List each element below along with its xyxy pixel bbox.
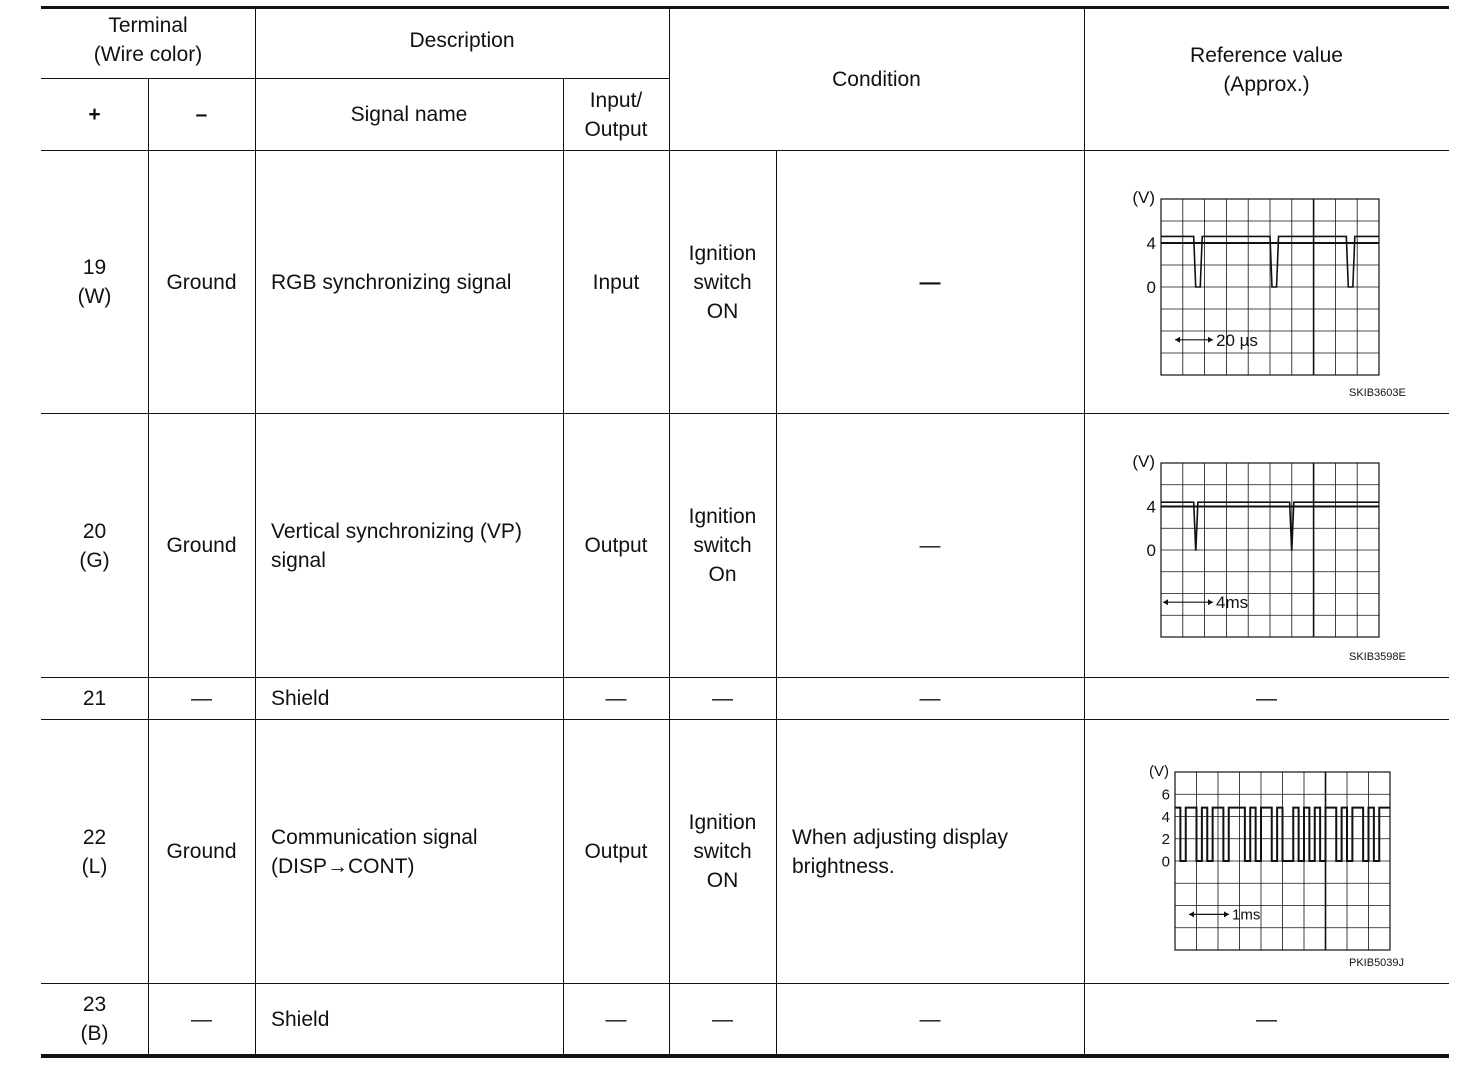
scope-y-tick-label: 2 bbox=[1161, 831, 1170, 848]
row-20-ignition: Ignition switch On bbox=[688, 505, 757, 586]
col-divider-reference bbox=[1084, 6, 1085, 1055]
oscilloscope-waveform bbox=[1121, 758, 1403, 958]
scope-y-tick-label: 4 bbox=[1146, 497, 1156, 517]
row-22-signal-name: Communication signal (DISP→CONT) bbox=[271, 825, 478, 878]
scope-figure-20 bbox=[1121, 450, 1391, 650]
row-23-condition: — bbox=[919, 1007, 941, 1031]
header-condition: Condition bbox=[832, 68, 921, 91]
timebase-label: 20 µs bbox=[1216, 330, 1258, 350]
row-22-terminal: 22 (L) bbox=[81, 825, 108, 878]
header-terminal: Terminal (Wire color) bbox=[93, 14, 203, 66]
scope-unit-label: (V) bbox=[1132, 452, 1155, 471]
terminal-reference-table bbox=[41, 6, 1449, 1058]
timebase-label: 1ms bbox=[1232, 906, 1261, 924]
row-22-ground: Ground bbox=[166, 840, 237, 863]
row-20-terminal: 20 (G) bbox=[79, 519, 110, 572]
timebase-arrowhead bbox=[1163, 599, 1168, 605]
row-19-signal-name: RGB synchronizing signal bbox=[271, 270, 512, 294]
scope-y-tick-label: 4 bbox=[1146, 233, 1156, 253]
header-reference: Reference value (Approx.) bbox=[1190, 43, 1343, 96]
header-signal-name: Signal name bbox=[350, 103, 468, 126]
row-21-ground: — bbox=[191, 687, 212, 710]
row-19-io: Input bbox=[592, 270, 640, 294]
row-23-io: — bbox=[605, 1007, 627, 1031]
row-21-io: — bbox=[605, 687, 627, 710]
header-minus: – bbox=[195, 103, 208, 126]
row-22-io: Output bbox=[584, 840, 648, 863]
row-21-ignition: — bbox=[712, 687, 733, 710]
scope-graticule bbox=[1161, 199, 1379, 375]
waveform-trace bbox=[1175, 808, 1390, 861]
timebase-arrowhead bbox=[1189, 911, 1194, 917]
row-23-terminal: 23 (B) bbox=[80, 993, 109, 1045]
scope-y-tick-label: 0 bbox=[1161, 853, 1170, 871]
row-20-ground: Ground bbox=[166, 534, 237, 557]
row-21-reference: — bbox=[1256, 687, 1277, 710]
row-20-io: Output bbox=[584, 534, 648, 557]
header-plus: + bbox=[88, 103, 101, 126]
row-19-ground: Ground bbox=[166, 270, 237, 294]
scope-figure-22 bbox=[1121, 758, 1403, 958]
row-22-condition: When adjusting display brightness. bbox=[792, 825, 1008, 878]
scope-unit-label: (V) bbox=[1149, 763, 1169, 780]
scope-figure-19 bbox=[1121, 186, 1391, 386]
row-22-ignition: Ignition switch ON bbox=[688, 811, 757, 892]
scope-y-tick-label: 6 bbox=[1161, 786, 1170, 804]
scope-y-tick-label: 4 bbox=[1161, 808, 1170, 826]
figure-code-19: SKIB3603E bbox=[1349, 387, 1406, 399]
timebase-arrowhead bbox=[1208, 337, 1213, 343]
header-input-output: Input/ Output bbox=[584, 88, 648, 141]
row-23-ground: — bbox=[191, 1007, 212, 1031]
scope-y-tick-label: 0 bbox=[1146, 277, 1156, 297]
row-21-terminal: 21 bbox=[82, 687, 107, 710]
timebase-arrowhead bbox=[1224, 911, 1229, 917]
scope-unit-label: (V) bbox=[1132, 188, 1155, 207]
figure-code-22: PKIB5039J bbox=[1349, 957, 1405, 969]
row-23-ignition: — bbox=[712, 1007, 733, 1031]
oscilloscope-waveform bbox=[1121, 186, 1391, 386]
row-19-terminal: 19 (W) bbox=[77, 256, 112, 308]
row-23-reference: — bbox=[1256, 1007, 1277, 1031]
oscilloscope-waveform bbox=[1121, 450, 1391, 650]
row-19-condition: — bbox=[919, 270, 941, 294]
scope-graticule bbox=[1161, 463, 1379, 637]
timebase-arrowhead bbox=[1175, 337, 1180, 343]
header-description: Description bbox=[409, 28, 515, 52]
scope-y-tick-label: 0 bbox=[1146, 540, 1156, 560]
row-21-condition: — bbox=[919, 687, 941, 710]
row-21-signal-name: Shield bbox=[271, 687, 330, 710]
figure-code-20: SKIB3598E bbox=[1349, 651, 1406, 663]
timebase-arrowhead bbox=[1208, 599, 1213, 605]
row-20-condition: — bbox=[919, 534, 941, 557]
timebase-label: 4ms bbox=[1216, 593, 1249, 613]
table-bottom-rule bbox=[41, 1054, 1449, 1058]
row-23-signal-name: Shield bbox=[271, 1007, 330, 1031]
row-20-signal-name: Vertical synchronizing (VP) signal bbox=[271, 519, 522, 572]
row-19-ignition: Ignition switch ON bbox=[688, 241, 757, 323]
